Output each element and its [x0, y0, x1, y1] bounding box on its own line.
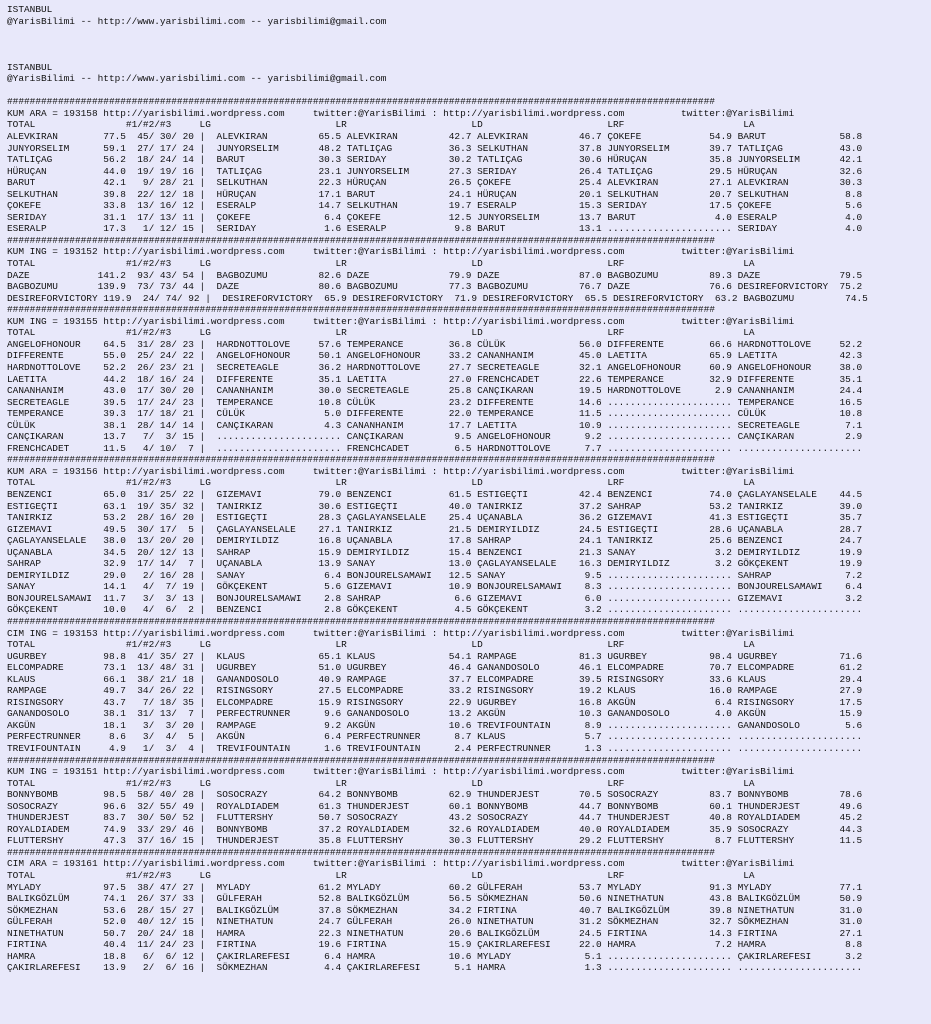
- table-row: SELKUTHAN 39.8 22/ 12/ 18 | HÜRUÇAN 17.1 BARUT 24.1 HÜRUÇAN 20.1 SELKUTHAN 20.7 SELKUTHAN 8.8: [7, 188, 863, 200]
- table-row: THUNDERJEST 83.7 30/ 50/ 52 | FLUTTERSHY 50.7 SOSOCRAZY 43.2 SOSOCRAZY 44.7 THUNDERJEST 40.8 ROYALDIADEM 45.2: [7, 812, 863, 824]
- table-row: UGURBEY 98.8 41/ 35/ 27 | KLAUS 65.1 KLAUS 54.1 RAMPAGE 81.3 UGURBEY 98.4 UGURBEY 71.6: [7, 650, 863, 662]
- blank-line: [7, 27, 931, 39]
- section-title: KUM ARA = 193158 http://yarisbilimi.wordpress.com twitter:@YarisBilimi : http://yarisbilimi.wordpress.com twitter:@YarisBilimi: [7, 107, 795, 119]
- table-row: SOSOCRAZY 96.6 32/ 55/ 49 | ROYALDIADEM 61.3 THUNDERJEST 60.1 BONNYBOMB 44.7 BONNYBOMB 60.1 THUNDERJEST 49.6: [7, 800, 863, 812]
- table-row: DEMIRYILDIZ 29.0 2/ 16/ 28 | SANAY 6.4 BONJOURELSAMAWI 12.5 SANAY 9.5 ...................... SAHRAP 7.2: [7, 569, 863, 581]
- table-row: BONJOURELSAMAWI 11.7 3/ 3/ 13 | BONJOURELSAMAWI 2.8 SAHRAP 6.6 GIZEMAVI 6.0 ...................... GIZEMAVI 3.2: [7, 592, 863, 604]
- table-row: GÖKÇEKENT 10.0 4/ 6/ 2 | BENZENCI 2.8 GÖKÇEKENT 4.5 GÖKÇEKENT 3.2 ...................... ......................: [7, 604, 863, 616]
- section-title: CIM ARA = 193161 http://yarisbilimi.wordpress.com twitter:@YarisBilimi : http://yarisbilimi.wordpress.com twitter:@YarisBilimi: [7, 858, 795, 870]
- table-row: SECRETEAGLE 39.5 17/ 24/ 23 | TEMPERANCE 10.8 CÜLÜK 23.2 DIFFERENTE 14.6 ...................... TEMPERANCE 16.5: [7, 396, 863, 408]
- table-row: NINETHATUN 50.7 20/ 24/ 18 | HAMRA 22.3 NINETHATUN 20.6 BALIKGÖZLÜM 24.5 FIRTINA 14.3 FIRTINA 27.1: [7, 927, 863, 939]
- table-row: FIRTINA 40.4 11/ 24/ 23 | FIRTINA 19.6 FIRTINA 15.9 ÇAKIRLAREFESI 22.0 HAMRA 7.2 HAMRA 8.8: [7, 939, 863, 951]
- separator-line: #############################################################################################################################: [7, 615, 715, 627]
- header-contact: @YarisBilimi -- http://www.yarisbilimi.com -- yarisbilimi@gmail.com: [7, 15, 387, 27]
- table-row: BARUT 42.1 9/ 28/ 21 | SELKUTHAN 22.3 HÜRUÇAN 26.5 ÇOKEFE 25.4 ALEVKIRAN 27.1 ALEVKIRAN 30.3: [7, 177, 863, 189]
- column-headers: TOTAL #1/#2/#3 LG LR LD LRF LA: [7, 258, 755, 270]
- table-row: BONNYBOMB 98.5 58/ 40/ 28 | SOSOCRAZY 64.2 BONNYBOMB 62.9 THUNDERJEST 70.5 SOSOCRAZY 83.7 BONNYBOMB 78.6: [7, 789, 863, 801]
- table-row: JUNYORSELIM 59.1 27/ 17/ 24 | JUNYORSELIM 48.2 TATLIÇAG 36.3 SELKUTHAN 37.8 JUNYORSELIM 39.7 TATLIÇAG 43.0: [7, 142, 863, 154]
- table-row: FLUTTERSHY 47.3 37/ 16/ 15 | THUNDERJEST 35.8 FLUTTERSHY 30.3 FLUTTERSHY 29.2 FLUTTERSHY 8.7 FLUTTERSHY 11.5: [7, 835, 863, 847]
- table-row: DIFFERENTE 55.0 25/ 24/ 22 | ANGELOFHONOUR 50.1 ANGELOFHONOUR 33.2 CANANHANIM 45.0 LAETITA 65.9 LAETITA 42.3: [7, 350, 863, 362]
- table-row: AKGÜN 18.1 3/ 3/ 20 | RAMPAGE 9.2 AKGÜN 10.6 TREVIFOUNTAIN 8.9 ...................... GANANDOSOLO 5.6: [7, 719, 863, 731]
- table-row: UÇANABLA 34.5 20/ 12/ 13 | SAHRAP 15.9 DEMIRYILDIZ 15.4 BENZENCI 21.3 SANAY 3.2 DEMIRYILDIZ 19.9: [7, 546, 863, 558]
- column-headers: TOTAL #1/#2/#3 LG LR LD LRF LA: [7, 119, 755, 131]
- table-row: LAETITA 44.2 18/ 16/ 24 | DIFFERENTE 35.1 LAETITA 27.0 FRENCHCADET 22.6 TEMPERANCE 32.9 DIFFERENTE 35.1: [7, 373, 863, 385]
- separator-line: #############################################################################################################################: [7, 96, 715, 108]
- table-row: CANANHANIM 43.0 17/ 30/ 20 | CANANHANIM 30.0 SECRETEAGLE 25.8 CANÇIKARAN 19.5 HARDNOTTOLOVE 2.9 CANANHANIM 24.4: [7, 385, 863, 397]
- separator-line: #############################################################################################################################: [7, 846, 715, 858]
- table-row: DAZE 141.2 93/ 43/ 54 | BAGBOZUMU 82.6 DAZE 79.9 DAZE 87.0 BAGBOZUMU 89.3 DAZE 79.5: [7, 269, 863, 281]
- section-title: KUM ING = 193155 http://yarisbilimi.wordpress.com twitter:@YarisBilimi : http://yarisbilimi.wordpress.com twitter:@YarisBilimi: [7, 315, 795, 327]
- table-row: FRENCHCADET 11.5 4/ 10/ 7 | ...................... FRENCHCADET 6.5 HARDNOTTOLOVE 7.7 ...................... ......................: [7, 442, 863, 454]
- table-row: SAHRAP 32.9 17/ 14/ 7 | UÇANABLA 13.9 SANAY 13.0 ÇAGLAYANSELALE 16.3 DEMIRYILDIZ 3.2 GÖKÇEKENT 19.9: [7, 558, 863, 570]
- section-title: KUM ING = 193152 http://yarisbilimi.wordpress.com twitter:@YarisBilimi : http://yarisbilimi.wordpress.com twitter:@YarisBilimi: [7, 246, 795, 258]
- table-row: HARDNOTTOLOVE 52.2 26/ 23/ 21 | SECRETEAGLE 36.2 HARDNOTTOLOVE 27.7 SECRETEAGLE 32.1 ANGELOFHONOUR 60.9 ANGELOFHONOUR 38.0: [7, 361, 863, 373]
- table-row: SÖKMEZHAN 53.6 28/ 15/ 27 | BALIKGÖZLÜM 37.8 SÖKMEZHAN 34.2 FIRTINA 40.7 BALIKGÖZLÜM 39.8 NINETHATUN 31.0: [7, 904, 863, 916]
- table-row: ESTIGEÇTI 63.1 19/ 35/ 32 | TANIRKIZ 30.6 ESTIGEÇTI 40.0 TANIRKIZ 37.2 SAHRAP 53.2 TANIRKIZ 39.0: [7, 500, 863, 512]
- column-headers: TOTAL #1/#2/#3 LG LR LD LRF LA: [7, 777, 755, 789]
- table-row: ROYALDIADEM 74.9 33/ 29/ 46 | BONNYBOMB 37.2 ROYALDIADEM 32.6 ROYALDIADEM 40.0 ROYALDIADEM 35.9 SOSOCRAZY 44.3: [7, 823, 863, 835]
- header-contact: @YarisBilimi -- http://www.yarisbilimi.com -- yarisbilimi@gmail.com: [7, 73, 387, 85]
- section-title: CIM ING = 193153 http://yarisbilimi.wordpress.com twitter:@YarisBilimi : http://yarisbilimi.wordpress.com twitter:@YarisBilimi: [7, 627, 795, 639]
- table-row: DESIREFORVICTORY 119.9 24/ 74/ 92 | DESIREFORVICTORY 65.9 DESIREFORVICTORY 71.9 DESIREFORVICTORY 65.5 DESIREFORVICTORY 63.2 BAGBOZUMU 74.5: [7, 292, 868, 304]
- table-row: GIZEMAVI 49.5 30/ 17/ 5 | ÇAGLAYANSELALE 27.1 TANIRKIZ 21.5 DEMIRYILDIZ 24.5 ESTIGEÇTI 28.6 UÇANABLA 28.7: [7, 523, 863, 535]
- table-row: TANIRKIZ 53.2 28/ 16/ 20 | ESTIGEÇTI 28.3 ÇAGLAYANSELALE 25.4 UÇANABLA 36.2 GIZEMAVI 41.3 ESTIGEÇTI 35.7: [7, 512, 863, 524]
- table-row: ÇAGLAYANSELALE 38.0 13/ 20/ 20 | DEMIRYILDIZ 16.8 UÇANABLA 17.8 SAHRAP 24.1 TANIRKIZ 25.6 BENZENCI 24.7: [7, 535, 863, 547]
- column-headers: TOTAL #1/#2/#3 LG LR LD LRF LA: [7, 639, 755, 651]
- table-row: CANÇIKARAN 13.7 7/ 3/ 15 | ...................... CANÇIKARAN 9.5 ANGELOFHONOUR 9.2 ...................... CANÇIKARAN 2.9: [7, 431, 863, 443]
- table-row: ESERALP 17.3 1/ 12/ 15 | SERIDAY 1.6 ESERALP 9.8 BARUT 13.1 ...................... SERIDAY 4.0: [7, 223, 863, 235]
- header-city: ISTANBUL: [7, 4, 53, 15]
- column-headers: TOTAL #1/#2/#3 LG LR LD LRF LA: [7, 327, 755, 339]
- section-title: KUM ING = 193151 http://yarisbilimi.wordpress.com twitter:@YarisBilimi : http://yarisbilimi.wordpress.com twitter:@YarisBilimi: [7, 766, 795, 778]
- table-row: ANGELOFHONOUR 64.5 31/ 28/ 23 | HARDNOTTOLOVE 57.6 TEMPERANCE 36.8 CÜLÜK 56.0 DIFFERENTE 66.6 HARDNOTTOLOVE 52.2: [7, 338, 863, 350]
- table-row: ALEVKIRAN 77.5 45/ 30/ 20 | ALEVKIRAN 65.5 ALEVKIRAN 42.7 ALEVKIRAN 46.7 ÇOKEFE 54.9 BARUT 58.8: [7, 131, 863, 143]
- blank-line: [7, 85, 931, 97]
- table-row: TREVIFOUNTAIN 4.9 1/ 3/ 4 | TREVIFOUNTAIN 1.6 TREVIFOUNTAIN 2.4 PERFECTRUNNER 1.3 ...................... ......................: [7, 743, 863, 754]
- column-headers: TOTAL #1/#2/#3 LG LR LD LRF LA: [7, 870, 755, 882]
- separator-line: #############################################################################################################################: [7, 304, 715, 316]
- table-row: MYLADY 97.5 38/ 47/ 27 | MYLADY 61.2 MYLADY 60.2 GÜLFERAH 53.7 MYLADY 91.3 MYLADY 77.1: [7, 881, 863, 893]
- separator-line: #############################################################################################################################: [7, 454, 715, 466]
- column-headers: TOTAL #1/#2/#3 LG LR LD LRF LA: [7, 477, 755, 489]
- table-row: BALIKGÖZLÜM 74.1 26/ 37/ 33 | GÜLFERAH 52.8 BALIKGÖZLÜM 56.5 SÖKMEZHAN 50.6 NINETHATUN 43.8 BALIKGÖZLÜM 50.9: [7, 893, 863, 905]
- separator-line: #############################################################################################################################: [7, 754, 715, 766]
- table-row: KLAUS 66.1 38/ 21/ 18 | GANANDOSOLO 40.9 RAMPAGE 37.7 ELCOMPADRE 39.5 RISINGSORY 33.6 KLAUS 29.4: [7, 673, 863, 685]
- blank-line: [7, 39, 931, 51]
- table-row: SANAY 14.1 4/ 7/ 19 | GÖKÇEKENT 5.6 GIZEMAVI 10.9 BONJOURELSAMAWI 8.3 ...................... BONJOURELSAMAWI 6.4: [7, 581, 863, 593]
- section-title: KUM ARA = 193156 http://yarisbilimi.wordpress.com twitter:@YarisBilimi : http://yarisbilimi.wordpress.com twitter:@YarisBilimi: [7, 465, 795, 477]
- table-row: HAMRA 18.8 6/ 6/ 12 | ÇAKIRLAREFESI 6.4 HAMRA 10.6 MYLADY 5.1 ...................... ÇAKIRLAREFESI 3.2: [7, 950, 863, 962]
- table-row: BENZENCI 65.0 31/ 25/ 22 | GIZEMAVI 79.0 BENZENCI 61.5 ESTIGEÇTI 42.4 BENZENCI 74.0 ÇAGLAYANSELALE 44.5: [7, 488, 863, 500]
- blank-line: [7, 50, 931, 62]
- separator-line: #############################################################################################################################: [7, 234, 715, 246]
- table-row: TEMPERANCE 39.3 17/ 18/ 21 | CÜLÜK 5.0 DIFFERENTE 22.0 TEMPERANCE 11.5 ...................... CÜLÜK 10.8: [7, 408, 863, 420]
- header-city: ISTANBUL: [7, 61, 53, 73]
- table-row: ÇAKIRLAREFESI 13.9 2/ 6/ 16 | SÖKMEZHAN 4.4 ÇAKIRLAREFESI 5.1 HAMRA 1.3 ...................... ......................: [7, 962, 863, 974]
- table-row: PERFECTRUNNER 8.6 3/ 4/ 5 | AKGÜN 6.4 PERFECTRUNNER 8.7 KLAUS 5.7 ...................... ......................: [7, 731, 863, 743]
- table-row: SERIDAY 31.1 17/ 13/ 11 | ÇOKEFE 6.4 ÇOKEFE 12.5 JUNYORSELIM 13.7 BARUT 4.0 ESERALP 4.0: [7, 211, 863, 223]
- table-row: ÇOKEFE 33.8 13/ 16/ 12 | ESERALP 14.7 SELKUTHAN 19.7 ESERALP 15.3 SERIDAY 17.5 ÇOKEFE 5.6: [7, 200, 863, 212]
- table-row: GANANDOSOLO 38.1 31/ 13/ 7 | PERFECTRUNNER 9.6 GANANDOSOLO 13.2 AKGÜN 10.3 GANANDOSOLO 4.0 AKGÜN 15.9: [7, 708, 863, 720]
- table-row: RISINGSORY 43.7 7/ 18/ 35 | ELCOMPADRE 15.9 RISINGSORY 22.9 UGURBEY 16.8 AKGÜN 6.4 RISINGSORY 17.5: [7, 696, 863, 708]
- table-row: ELCOMPADRE 73.1 13/ 48/ 31 | UGURBEY 51.0 UGURBEY 46.4 GANANDOSOLO 46.1 ELCOMPADRE 70.7 ELCOMPADRE 61.2: [7, 662, 863, 674]
- race-report-sheet: [7, 4, 931, 974]
- table-row: HÜRUÇAN 44.0 19/ 19/ 16 | TATLIÇAG 23.1 JUNYORSELIM 27.3 SERIDAY 26.4 TATLIÇAG 29.5 HÜRUÇAN 32.6: [7, 165, 863, 177]
- table-row: CÜLÜK 38.1 28/ 14/ 14 | CANÇIKARAN 4.3 CANANHANIM 17.7 LAETITA 10.9 ...................... SECRETEAGLE 7.1: [7, 419, 863, 431]
- table-row: BAGBOZUMU 139.9 73/ 73/ 44 | DAZE 80.6 BAGBOZUMU 77.3 BAGBOZUMU 76.7 DAZE 76.6 DESIREFORVICTORY 75.2: [7, 281, 863, 293]
- table-row: GÜLFERAH 52.0 40/ 12/ 15 | NINETHATUN 24.7 GÜLFERAH 26.0 NINETHATUN 31.2 SÖKMEZHAN 32.7 SÖKMEZHAN 31.0: [7, 916, 863, 928]
- table-row: TATLIÇAG 56.2 18/ 24/ 14 | BARUT 30.3 SERIDAY 30.2 TATLIÇAG 30.6 HÜRUÇAN 35.8 JUNYORSELIM 42.1: [7, 154, 863, 166]
- table-row: RAMPAGE 49.7 34/ 26/ 22 | RISINGSORY 27.5 ELCOMPADRE 33.2 RISINGSORY 19.2 KLAUS 16.0 RAMPAGE 27.9: [7, 685, 863, 697]
